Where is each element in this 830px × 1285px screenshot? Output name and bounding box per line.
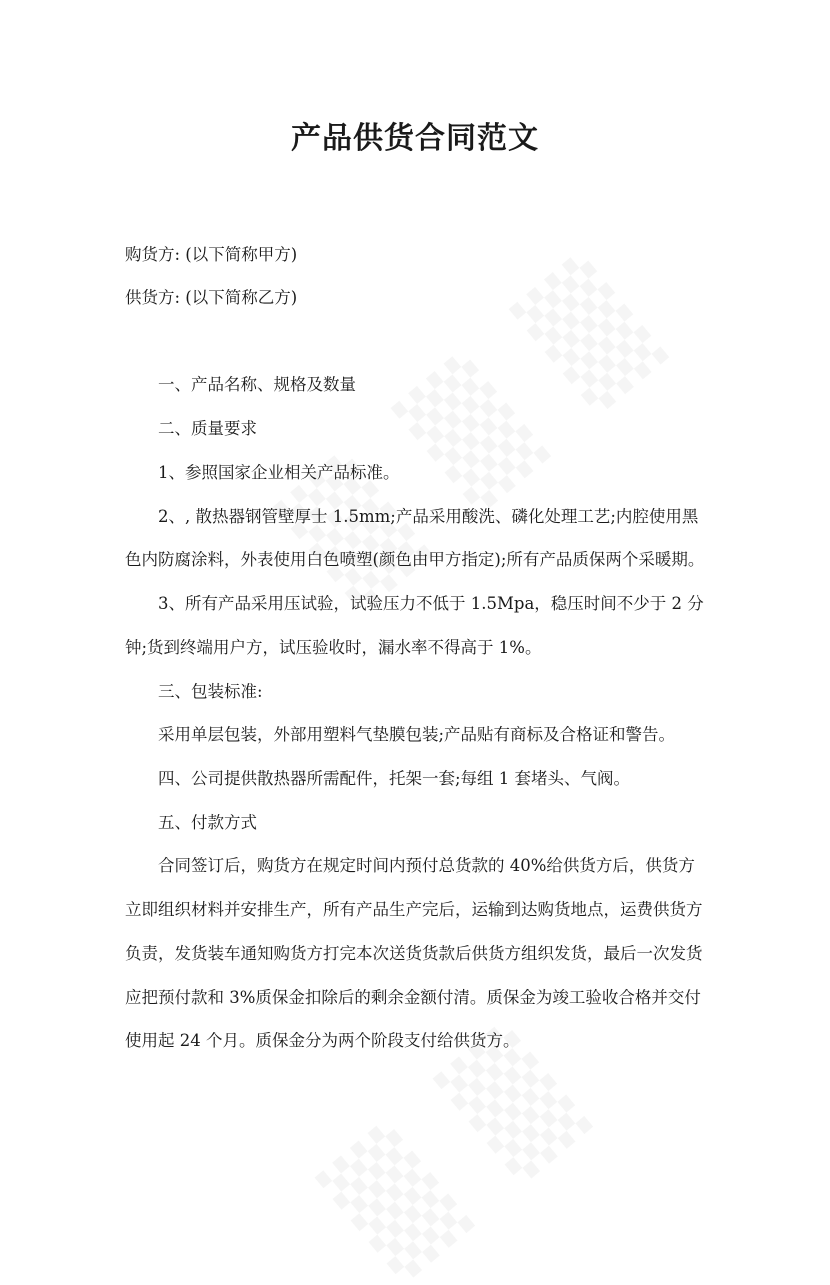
section-5-heading: 五、付款方式 [158, 813, 257, 832]
section-2-item-2: 2、, 散热器钢管壁厚士 1.5mm;产品采用酸洗、磷化处理工艺;内腔使用黑 [158, 507, 699, 526]
section-5-paragraph: 合同签订后，购货方在规定时间内预付总货款的 40%给供货方后，供货方 [158, 856, 695, 875]
buyer-line: 购货方: (以下简称甲方) [125, 245, 298, 264]
section-5-paragraph-cont: 应把预付款和 3%质保金扣除后的剩余金额付清。质保金为竣工验收合格并交付 [125, 988, 701, 1007]
section-3-text: 采用单层包装，外部用塑料气垫膜包装;产品贴有商标及合格证和警告。 [158, 725, 676, 744]
section-2-item-1: 1、参照国家企业相关产品标准。 [158, 463, 400, 482]
watermark [315, 1014, 601, 1285]
section-2-heading: 二、质量要求 [158, 419, 257, 438]
section-2-item-2-cont: 色内防腐涂料，外表使用白色喷塑(颜色由甲方指定);所有产品质保两个采暖期。 [125, 550, 705, 569]
section-2-item-3-cont: 钟;货到终端用户方，试压验收时，漏水率不得高于 1%。 [125, 638, 542, 657]
page-title: 产品供货合同范文 [291, 121, 539, 156]
section-1-heading: 一、产品名称、规格及数量 [158, 375, 356, 394]
section-2-item-3: 3、所有产品采用压试验，试验压力不低于 1.5Mpa，稳压时间不少于 2 分 [158, 594, 704, 613]
supplier-line: 供货方: (以下简称乙方) [125, 288, 298, 307]
section-3-heading: 三、包装标准: [158, 682, 263, 701]
section-5-paragraph-cont: 使用起 24 个月。质保金分为两个阶段支付给供货方。 [125, 1031, 520, 1050]
section-5-paragraph-cont: 负责，发货装车通知购货方打完本次送货货款后供货方组织发货，最后一次发货 [125, 944, 703, 963]
section-5-paragraph-cont: 立即组织材料并安排生产，所有产品生产完后，运输到达购货地点，运费供货方 [125, 900, 703, 919]
section-4-text: 四、公司提供散热器所需配件，托架一套;每组 1 套堵头、气阀。 [158, 769, 631, 788]
